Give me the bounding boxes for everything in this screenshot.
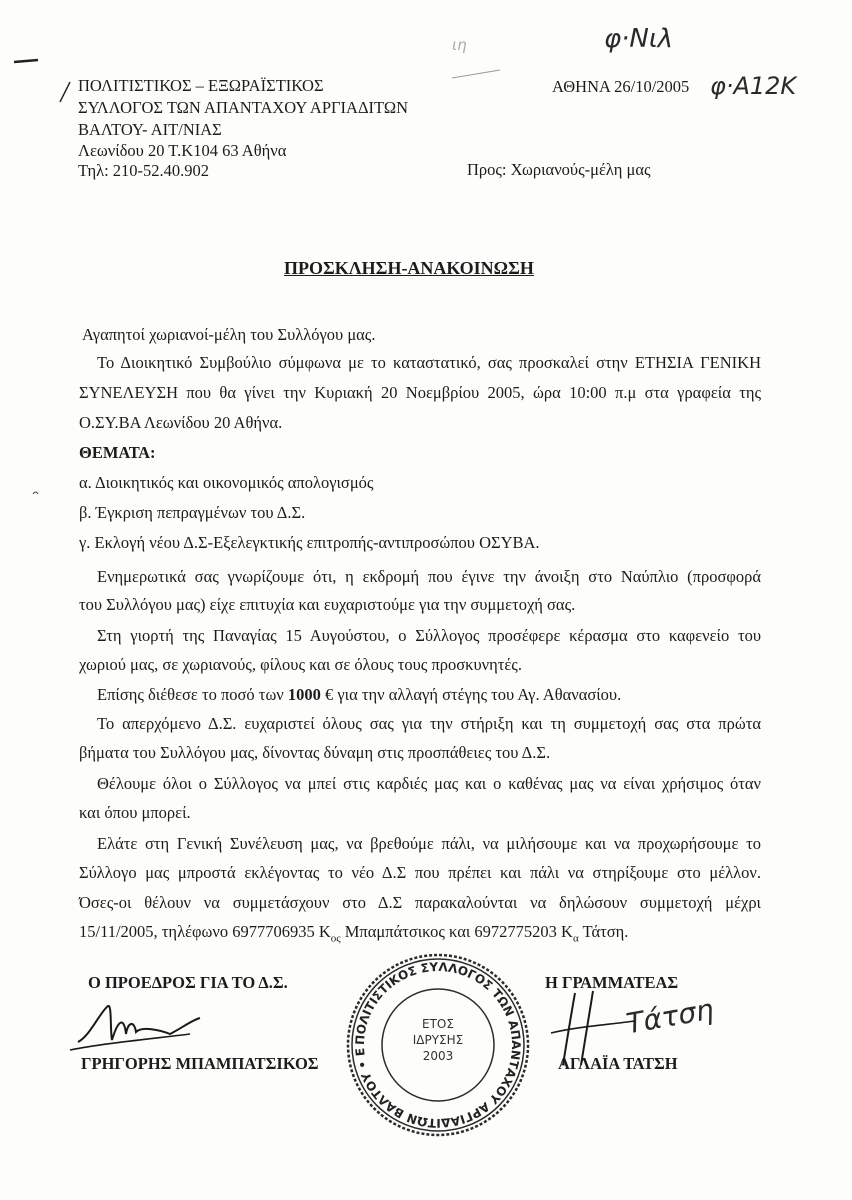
association-stamp [339, 941, 531, 1138]
president-title: Ο ΠΡΟΕΔΡΟΣ ΓΙΑ ΤΟ Δ.Σ. [88, 973, 288, 992]
topic-item: γ. Εκλογή νέου Δ.Σ-Εξελεγκτικής επιτροπής-αντιπροσώπου ΟΣΥΒΑ. [79, 533, 540, 552]
paragraph-line: χωριού μας, σε χωριανούς, φίλους και σε όλους τους προσκυνητές. [79, 655, 522, 674]
sender-phone: Τηλ: 210-52.40.902 [78, 161, 210, 180]
amount-value: 1000 [287, 685, 321, 704]
paragraph-line: Το Διοικητικό Συμβούλιο σύμφωνα με το καταστατικό, σας προσκαλεί στην ΕΤΗΣΙΑ ΓΕΝΙΚΗ [97, 353, 761, 372]
paragraph-line: Ελάτε στη Γενική Συνέλευση μας, να βρεθούμε πάλι, να μιλήσουμε και να προχωρήσουμε το [97, 834, 761, 853]
paragraph-line: και όπου μπορεί. [79, 803, 191, 822]
paragraph-line: Ο.ΣΥ.ΒΑ Λεωνίδου 20 Αθήνα. [79, 413, 283, 432]
sender-line-3: ΒΑΛΤΟΥ- ΑΙΤ/ΝΙΑΣ [78, 120, 222, 139]
recipient-line: Προς: Χωριανούς-μέλη μας [467, 160, 651, 179]
president-signature [70, 1000, 210, 1060]
paragraph-text: Μπαμπάτσικος και 6972775203 Κ [340, 922, 573, 941]
paragraph-line: Ενημερωτικά σας γνωρίζουμε ότι, η εκδρομή που έγινε την άνοιξη στο Ναύπλιο (προσφορά [97, 567, 761, 586]
paragraph-line: Στη γιορτή της Παναγίας 15 Αυγούστου, ο Σύλλογος προσέφερε κέρασμα στο καφενείο του [97, 626, 761, 645]
paragraph-line: ΣΥΝΕΛΕΥΣΗ που θα γίνει την Κυριακή 20 Νοεμβρίου 2005, ώρα 10:00 π.μ στα γραφεία της [79, 383, 761, 402]
paragraph-text: Επίσης διέθεσε το ποσό των [97, 685, 288, 704]
handwritten-note-top-right-2: φ·Α12Κ [710, 72, 797, 100]
topic-item: β. Έγκριση πεπραγμένων του Δ.Σ. [79, 503, 306, 522]
sender-slash-mark [58, 80, 72, 104]
subscript: ος [330, 932, 341, 945]
stamp-center-line-2: ΙΔΡΥΣΗΣ [412, 1033, 464, 1047]
paragraph-text: Τάτση. [578, 922, 629, 941]
paragraph-line: Σύλλογο μας μπροστά εκλέγοντας το νέο Δ.Σ που πρέπει και πάλι να στηρίξουμε στο μέλλον. [79, 863, 761, 882]
topics-heading: ΘΕΜΑΤΑ: [79, 443, 156, 462]
paragraph-text: € για την αλλαγή στέγης του Αγ. Αθανασίου. [320, 685, 622, 704]
paragraph-line [97, 685, 621, 704]
stamp-ring-text: ΠΟΛΙΤΙΣΤΙΚΟΣ ΣΥΛΛΟΓΟΣ ΤΩΝ ΑΠΑΝΤΑΧΟΥ ΑΡΓΙΑΔΙΤΩΝ ΒΑΛΤΟΥ • ΕΞΩΡΑΪΣΤΙΚΟΣ & [339, 941, 524, 1131]
paragraph-line: του Συλλόγου μας) είχε επιτυχία και ευχαριστούμε για την συμμετοχή σας. [79, 595, 576, 614]
sender-line-2: ΣΥΛΛΟΓΟΣ ΤΩΝ ΑΠΑΝΤΑΧΟΥ ΑΡΓΙΑΔΙΤΩΝ [78, 98, 409, 117]
sender-line-1: ΠΟΛΙΤΙΣΤΙΚΟΣ – ΕΞΩΡΑΪΣΤΙΚΟΣ [78, 76, 324, 95]
paragraph-line: Θέλουμε όλοι ο Σύλλογος να μπεί στις καρδιές μας και ο καθένας μας να είναι χρήσιμος όταν [97, 774, 761, 793]
date-line: ΑΘΗΝΑ 26/10/2005 [552, 77, 690, 96]
secretary-signature [545, 985, 645, 1075]
paragraph-line: Όσες-οι θέλουν να συμμετάσχουν στο Δ.Σ παρακαλούνται να δηλώσουν συμμετοχή μέχρι [79, 893, 761, 912]
paragraph-line: Το απερχόμενο Δ.Σ. ευχαριστεί όλους σας για την στήριξη και τη συμμετοχή σας στα πρώτα [97, 714, 761, 733]
stamp-center-line-3: 2003 [422, 1049, 454, 1063]
document-title: ΠΡΟΣΚΛΗΣΗ-ΑΝΑΚΟΙΝΩΣΗ [284, 258, 534, 278]
secretary-title: Η ΓΡΑΜΜΑΤΕΑΣ [545, 973, 679, 992]
paragraph-line: βήματα του Συλλόγου μας, δίνοντας δύναμη στις προσπάθειες του Δ.Σ. [79, 743, 551, 762]
paragraph-line [79, 922, 628, 948]
secretary-signature-handwriting: Τάτση [623, 992, 717, 1041]
stamp-center-line-1: ΕΤΟΣ [422, 1017, 454, 1031]
topic-item: α. Διοικητικός και οικονομικός απολογισμός [79, 473, 374, 492]
greeting: Αγαπητοί χωριανοί-μέλη του Συλλόγου μας. [82, 325, 376, 344]
subscript: α [572, 932, 579, 945]
president-name: ΓΡΗΓΟΡΗΣ ΜΠΑΜΠΑΤΣΙΚΟΣ [81, 1054, 319, 1073]
handwritten-note-top-mark: ιη [452, 36, 467, 54]
handwritten-note-top-right-1: φ·Νιλ [604, 24, 674, 54]
secretary-name: ΑΓΛΑΪΑ ΤΑΤΣΗ [558, 1054, 678, 1073]
paragraph-text: 15/11/2005, τηλέφωνο 6977706935 Κ [79, 922, 331, 941]
sender-address: Λεωνίδου 20 Τ.Κ104 63 Αθήνα [78, 141, 287, 160]
